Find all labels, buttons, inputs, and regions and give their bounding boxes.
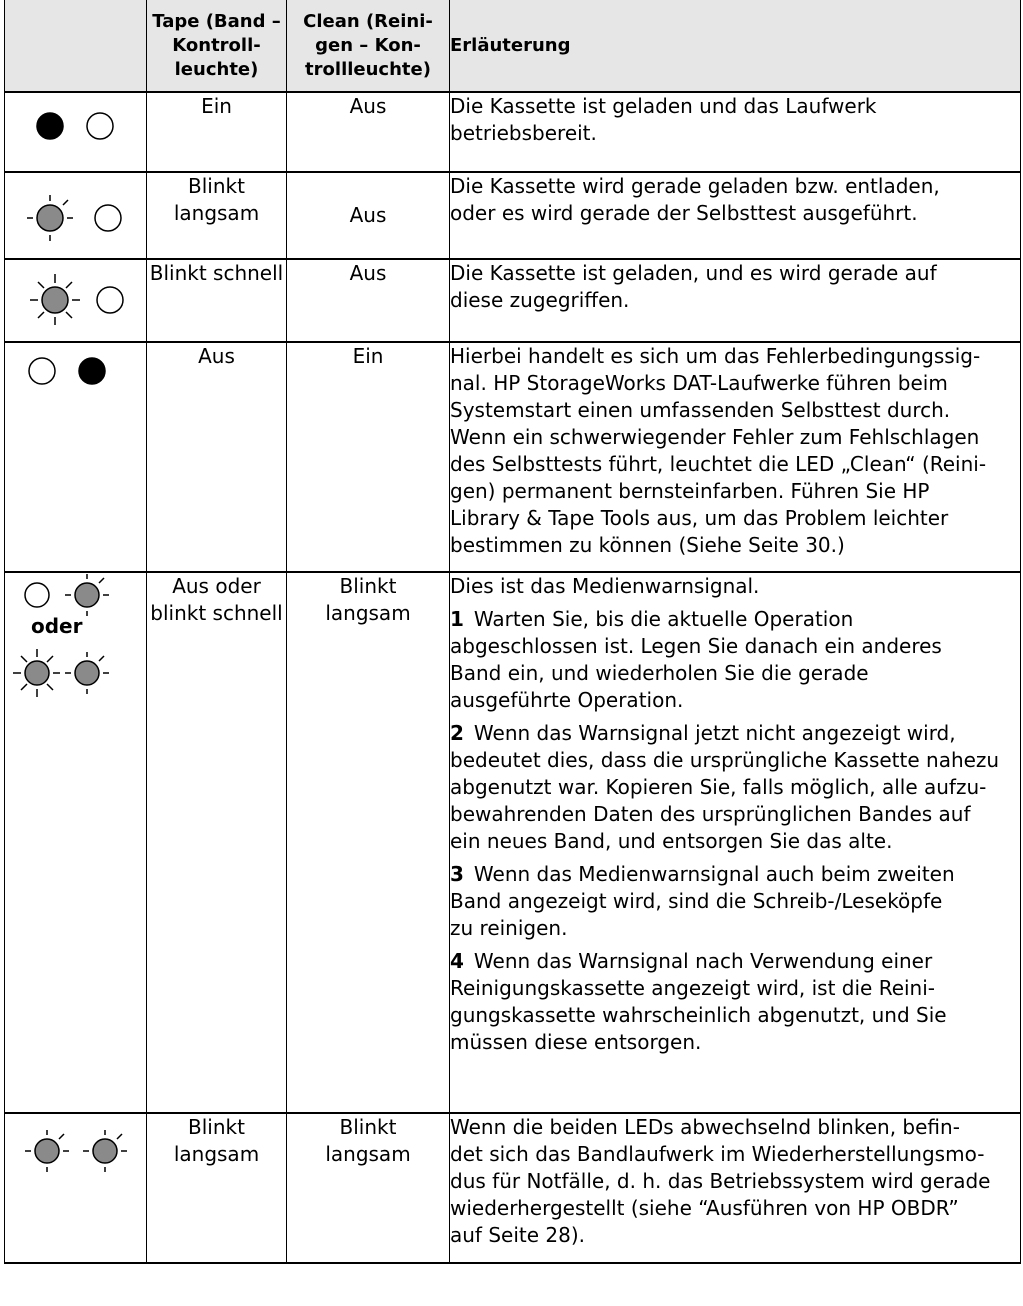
table-row <box>5 342 1021 572</box>
step-line: gungskassette wahrscheinlich abgenutzt, und Sie <box>450 1003 947 1027</box>
clean-led-on-icon <box>79 358 105 384</box>
led-indicator-cell <box>5 172 147 259</box>
explanation-line: Die Kassette ist geladen und das Laufwerk <box>450 94 877 118</box>
clean-led-off-icon <box>97 287 123 313</box>
step-line: Band angezeigt wird, sind die Schreib-/Leseköpfe <box>450 889 943 913</box>
explanation-line: det sich das Bandlaufwerk im Wiederherstellungsmo- <box>450 1142 985 1166</box>
explanation-line: gen) permanent bernsteinfarben. Führen Sie HP <box>450 479 930 503</box>
clean-state-line: Blinkt <box>339 1115 397 1139</box>
step-number: 3 <box>450 862 464 886</box>
table-row <box>5 572 1021 1113</box>
led-pair-icon <box>5 93 145 163</box>
step-number: 4 <box>450 949 464 973</box>
clean-state-cell: Aus <box>287 259 450 342</box>
clean-state-cell: Ein <box>287 342 450 572</box>
step-line: abgenutzt war. Kopieren Sie, falls möglich, alle aufzu- <box>450 775 987 799</box>
explanation-cell <box>450 1113 1021 1263</box>
header-tape-line: Kontroll- <box>172 34 261 56</box>
clean-led-blink-slow-icon <box>83 1130 127 1172</box>
explanation-step <box>450 606 1020 714</box>
tape-state-cell <box>147 572 287 1113</box>
explanation-line: Hierbei handelt es sich um das Fehlerbedingungssig- <box>450 344 981 368</box>
led-indicator-cell <box>5 342 147 572</box>
tape-state-cell: Aus <box>147 342 287 572</box>
header-clean-line: trollleuchte) <box>305 58 431 80</box>
header-explanation: Erläuterung <box>450 0 1021 92</box>
explanation-cell <box>450 92 1021 172</box>
explanation-step <box>450 948 1020 1056</box>
step-line: ein neues Band, und entsorgen Sie das alte. <box>450 829 893 853</box>
header-clean <box>287 0 450 92</box>
clean-state-cell <box>287 172 450 259</box>
clean-led-blink-slow-icon <box>65 574 109 616</box>
header-clean-line: Clean (Reini- <box>303 10 433 32</box>
header-clean-line: gen – Kon- <box>315 34 421 56</box>
explanation-intro: Dies ist das Medienwarnsignal. <box>450 574 760 598</box>
explanation-cell <box>450 259 1021 342</box>
explanation-line: auf Seite 28). <box>450 1223 585 1247</box>
tape-led-blink-slow-icon <box>27 195 73 241</box>
clean-led-off-icon <box>87 113 113 139</box>
tape-led-on-icon <box>37 113 63 139</box>
step-line: zu reinigen. <box>450 916 568 940</box>
step-line: Wenn das Medienwarnsignal auch beim zweiten <box>473 862 955 886</box>
tape-state-line: Blinkt <box>188 1115 245 1139</box>
tape-state-cell: Ein <box>147 92 287 172</box>
tape-state-line: Aus oder <box>172 574 261 598</box>
oder-label: oder <box>31 614 83 638</box>
step-line: Wenn das Warnsignal jetzt nicht angezeigt wird, <box>473 721 956 745</box>
explanation-line: nal. HP StorageWorks DAT-Laufwerke führen beim <box>450 371 948 395</box>
clean-state-line: langsam <box>325 1142 411 1166</box>
step-number: 1 <box>450 607 464 631</box>
explanation-line: Wenn die beiden LEDs abwechselnd blinken, befin- <box>450 1115 960 1139</box>
header-led <box>5 0 147 92</box>
header-tape-line: Tape (Band – <box>152 10 281 32</box>
explanation-cell <box>450 172 1021 259</box>
table-row <box>5 172 1021 259</box>
explanation-line: wiederhergestellt (siehe “Ausführen von HP OBDR” <box>450 1196 959 1220</box>
explanation-line: Die Kassette wird gerade geladen bzw. entladen, <box>450 174 940 198</box>
tape-led-blink-fast-icon <box>13 649 60 697</box>
tape-state-cell: Blinkt schnell <box>147 259 287 342</box>
step-line: Reinigungskassette angezeigt wird, ist die Reini- <box>450 976 936 1000</box>
tape-state-line: Blinkt <box>188 174 245 198</box>
clean-state-cell <box>287 1113 450 1263</box>
clean-led-off-icon <box>95 205 121 231</box>
led-indicator-cell <box>5 572 147 1113</box>
clean-state-text: Aus <box>349 203 387 227</box>
header-tape <box>147 0 287 92</box>
led-pair-icon <box>5 573 145 703</box>
explanation-step <box>450 720 1020 855</box>
step-line: ausgeführte Operation. <box>450 688 684 712</box>
explanation-line: dus für Notfälle, d. h. das Betriebssystem wird gerade <box>450 1169 991 1193</box>
step-line: Warten Sie, bis die aktuelle Operation <box>473 607 854 631</box>
led-indicator-cell <box>5 1113 147 1263</box>
explanation-cell <box>450 342 1021 572</box>
explanation-line: des Selbsttests führt, leuchtet die LED „Clean“ (Reini- <box>450 452 987 476</box>
explanation-line: Library & Tape Tools aus, um das Problem leichter <box>450 506 949 530</box>
led-indicator-cell <box>5 259 147 342</box>
tape-led-off-icon <box>25 583 49 607</box>
tape-state-line: langsam <box>173 201 260 225</box>
explanation-line: diese zugegriffen. <box>450 288 630 312</box>
table-row <box>5 1113 1021 1263</box>
explanation-line: Wenn ein schwerwiegender Fehler zum Fehlschlagen <box>450 425 980 449</box>
table-row <box>5 259 1021 342</box>
led-indicator-cell <box>5 92 147 172</box>
clean-state-cell: Aus <box>287 92 450 172</box>
step-line: abgeschlossen ist. Legen Sie danach ein anderes <box>450 634 942 658</box>
clean-led-blink-slow-icon <box>65 652 109 694</box>
led-pair-icon <box>5 1114 145 1184</box>
step-number: 2 <box>450 721 464 745</box>
explanation-step <box>450 861 1020 942</box>
explanation-line: oder es wird gerade der Selbsttest ausgeführt. <box>450 201 918 225</box>
explanation-line: Die Kassette ist geladen, und es wird gerade auf <box>450 261 937 285</box>
explanation-cell <box>450 572 1021 1113</box>
step-line: bewahrenden Daten des ursprünglichen Bandes auf <box>450 802 971 826</box>
tape-led-blink-fast-icon <box>30 274 80 325</box>
tape-state-cell <box>147 1113 287 1263</box>
led-status-table <box>4 0 1021 1264</box>
tape-state-line: blinkt schnell <box>150 601 283 625</box>
step-line: müssen diese entsorgen. <box>450 1030 702 1054</box>
tape-state-line: langsam <box>173 1142 260 1166</box>
table-row <box>5 92 1021 172</box>
clean-state-cell <box>287 572 450 1113</box>
led-pair-icon <box>5 343 145 403</box>
led-pair-icon <box>5 173 145 253</box>
step-line: bedeutet dies, dass die ursprüngliche Kassette nahezu <box>450 748 1000 772</box>
explanation-line: Systemstart einen umfassenden Selbsttest durch. <box>450 398 951 422</box>
header-tape-line: leuchte) <box>174 58 259 80</box>
tape-led-blink-slow-icon <box>25 1130 69 1172</box>
table-header-row <box>5 0 1021 92</box>
clean-state-line: langsam <box>325 601 411 625</box>
clean-state-line: Blinkt <box>339 574 397 598</box>
step-line: Wenn das Warnsignal nach Verwendung einer <box>473 949 933 973</box>
explanation-line: betriebsbereit. <box>450 121 597 145</box>
step-line: Band ein, und wiederholen Sie die gerade <box>450 661 869 685</box>
led-pair-icon <box>5 260 145 336</box>
tape-state-cell <box>147 172 287 259</box>
explanation-line: bestimmen zu können (Siehe Seite 30.) <box>450 533 845 557</box>
tape-led-off-icon <box>29 358 55 384</box>
